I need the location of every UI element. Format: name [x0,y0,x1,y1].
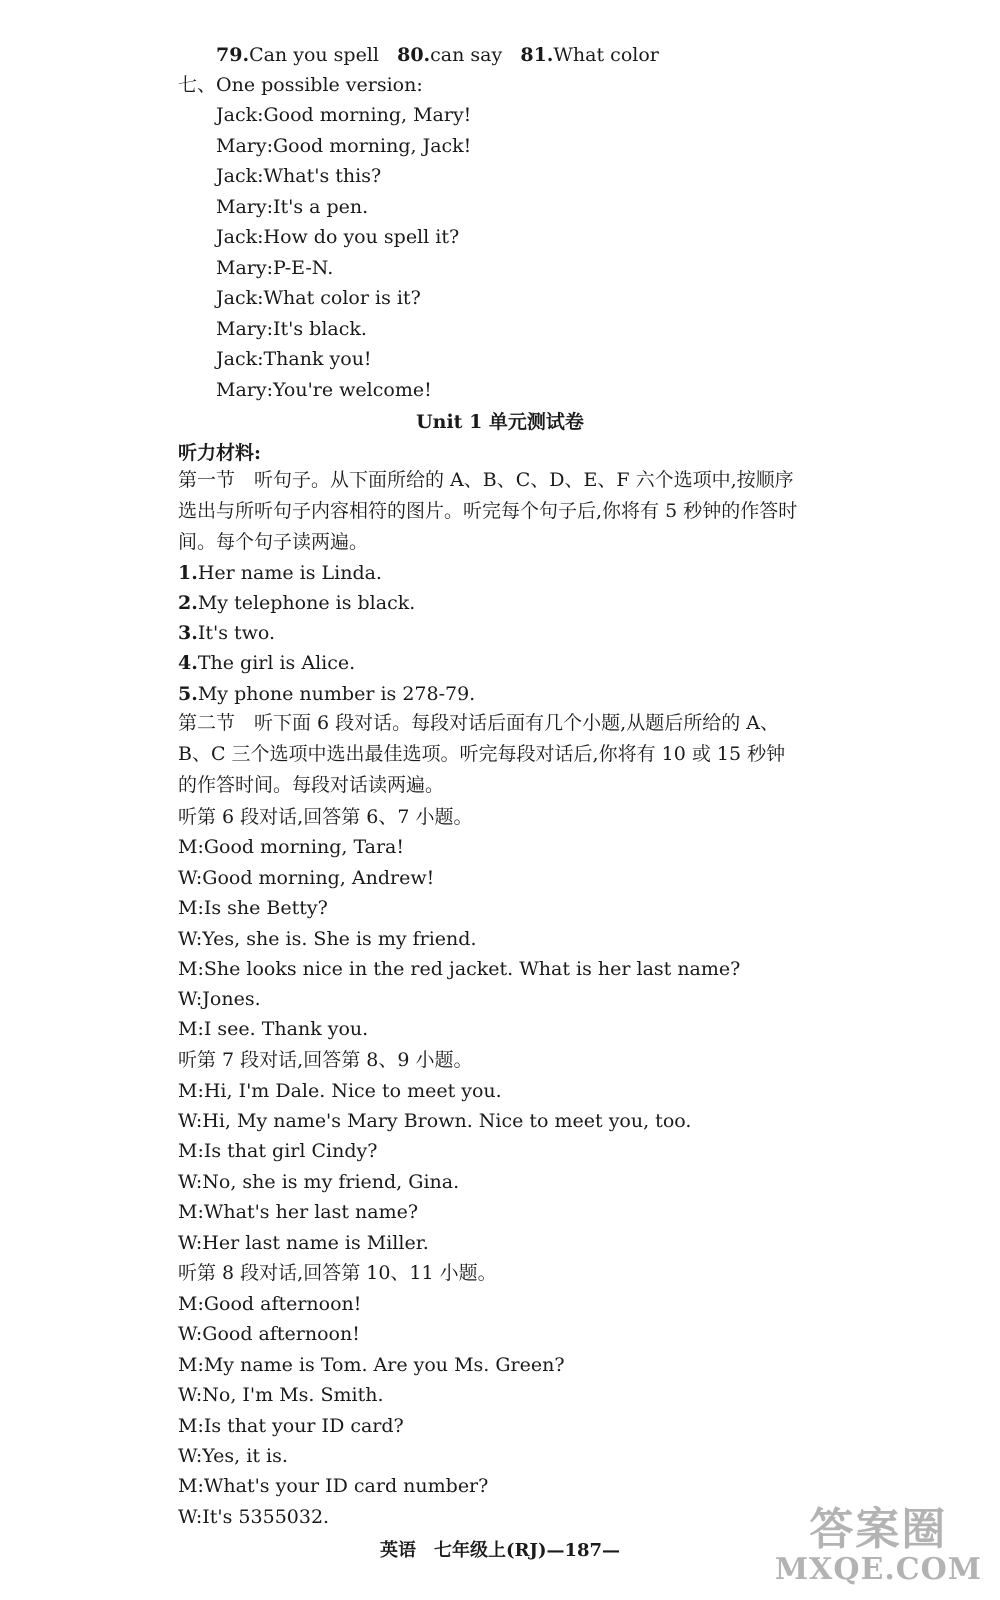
page-footer: 英语 七年级上(RJ)—187— [379,1540,621,1561]
sentence-item [178,650,355,676]
dialogue1-line: Mary:It's a pen. [216,196,369,218]
dialog6-line: M:Good morning, Tara! [178,836,405,858]
dialog6-line: M:Is she Betty? [178,897,328,919]
watermark-logo [775,1506,982,1586]
listening-heading: 听力材料: [178,442,262,464]
sentence-item [178,620,275,646]
sentence-number: 4. [178,652,198,674]
dialog6-line: W:Jones. [178,988,261,1010]
dialog8-line: M:What's your ID card number? [178,1475,489,1497]
dialog7-line: W:No, she is my friend, Gina. [178,1171,460,1193]
dialog6-line: M:She looks nice in the red jacket. What is her last name? [178,958,741,980]
dialog6-line: M:I see. Thank you. [178,1018,369,1040]
dialog8-line: W:It's 5355032. [178,1506,330,1528]
sentence-text: My telephone is black. [197,592,416,614]
sentence-item [178,560,382,586]
sentence-number: 3. [178,622,198,644]
dialog8-line: W:Good afternoon! [178,1323,360,1345]
dialog8-line: W:Yes, it is. [178,1445,288,1467]
dialogue1-line: Jack:What color is it? [216,287,421,309]
answer-81-number: 81. [520,44,554,66]
dialogue1-line: Mary:Good morning, Jack! [216,135,472,157]
dialog6-heading: 听第 6 段对话,回答第 6、7 小题。 [178,806,473,828]
answer-line-79-81 [216,42,659,68]
part1-instructions: 第一节 听句子。从下面所给的 A、B、C、D、E、F 六个选项中,按顺序选出与所听句子内容相符的图片。听完每个句子后,你将有 5 秒钟的作答时间。每个句子读两遍。 [178,469,798,553]
dialog8-line: M:Is that your ID card? [178,1415,404,1437]
sentence-text: My phone number is 278-79. [197,683,476,705]
sentence-text: The girl is Alice. [197,652,356,674]
part2-instructions: 第二节 听下面 6 段对话。每段对话后面有几个小题,从题后所给的 A、B、C 三个选项中选出最佳选项。听完每段对话后,你将有 10 或 15 秒钟的作答时间。每段对话读两遍。 [178,712,786,796]
dialogue1-line: Mary:P-E-N. [216,257,334,279]
dialog7-line: W:Her last name is Miller. [178,1232,429,1254]
dialogue1-line: Mary:It's black. [216,318,367,340]
answer-80-number: 80. [397,44,431,66]
sentence-text: It's two. [197,622,276,644]
dialog8-line: M:My name is Tom. Are you Ms. Green? [178,1354,565,1376]
dialog6-line: W:Good morning, Andrew! [178,867,435,889]
answer-79-text: Can you spell [249,44,379,66]
answer-79-number: 79. [216,44,250,66]
sentence-number: 1. [178,562,198,584]
watermark-logo-text: 答案圈 [809,1504,948,1555]
dialog7-line: M:What's her last name? [178,1201,419,1223]
dialogue1-line: Jack:What's this? [216,165,382,187]
sentence-text: Her name is Linda. [197,562,382,584]
dialog8-line: W:No, I'm Ms. Smith. [178,1384,384,1406]
dialog7-heading: 听第 7 段对话,回答第 8、9 小题。 [178,1049,473,1071]
answer-80-text: can say [430,44,503,66]
dialog8-line: M:Good afternoon! [178,1293,362,1315]
dialog7-line: M:Hi, I'm Dale. Nice to meet you. [178,1080,502,1102]
dialog6-line: W:Yes, she is. She is my friend. [178,928,477,950]
dialogue1-line: Jack:Good morning, Mary! [216,104,472,126]
sentence-item [178,590,415,616]
dialog8-heading: 听第 8 段对话,回答第 10、11 小题。 [178,1262,497,1284]
dialog7-line: W:Hi, My name's Mary Brown. Nice to meet you, too. [178,1110,692,1132]
sentence-item [178,681,475,707]
watermark-url: MXQE.COM [774,1552,982,1587]
dialogue1-line: Jack:How do you spell it? [216,226,460,248]
sentence-number: 2. [178,592,198,614]
section7-heading: 七、One possible version: [178,74,423,96]
answer-81-text: What color [553,44,659,66]
sentence-number: 5. [178,683,198,705]
unit-title: Unit 1 单元测试卷 [416,411,584,433]
dialogue1-line: Mary:You're welcome! [216,379,432,401]
dialog7-line: M:Is that girl Cindy? [178,1140,378,1162]
dialogue1-line: Jack:Thank you! [216,348,372,370]
